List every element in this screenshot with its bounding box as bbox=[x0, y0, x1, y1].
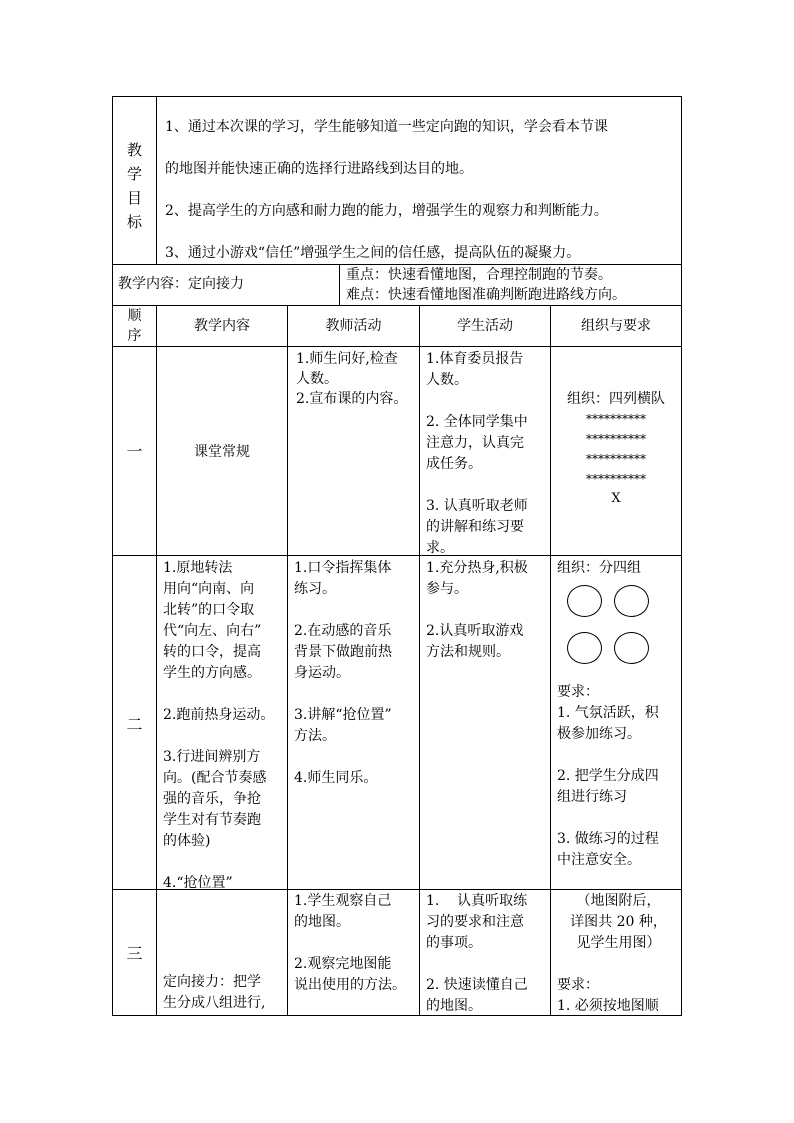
header-order-line: 顺 bbox=[127, 308, 142, 324]
row-content bbox=[163, 972, 286, 1014]
row-content: 课堂常规 bbox=[194, 444, 250, 460]
org-line: 要求： bbox=[557, 684, 599, 700]
org-line: 见学生用图） bbox=[576, 935, 661, 951]
activity-line: 的事项。 bbox=[426, 935, 482, 951]
activity-line: 2.在动感的音乐 bbox=[294, 623, 392, 639]
activity-line: 2.认真听取游戏 bbox=[426, 623, 524, 639]
row-student-activity bbox=[426, 558, 549, 663]
activity-line: 1.体育委员报告 bbox=[426, 351, 524, 367]
objectives-label-char: 学 bbox=[126, 165, 142, 183]
activity-line: 1.学生观察自己 bbox=[294, 893, 392, 909]
objectives-label-char: 目 bbox=[126, 189, 142, 207]
objective-item: 1、通过本次课的学习，学生能够知道一些定向跑的知识，学会看本节课 bbox=[165, 119, 608, 135]
row-org bbox=[557, 891, 680, 1017]
lesson-content: 教学内容：定向接力 bbox=[118, 276, 244, 292]
header-order bbox=[113, 305, 156, 346]
header-order-line: 序 bbox=[127, 328, 142, 344]
content-line: 转的口令，提高 bbox=[163, 644, 261, 660]
org-line: 详图共 20 种， bbox=[570, 914, 667, 930]
activity-line: 的地图。 bbox=[426, 998, 482, 1014]
objective-item: 3、通过小游戏“信任”增强学生之间的信任感，提高队伍的凝聚力。 bbox=[165, 245, 581, 261]
row-order: 二 bbox=[126, 715, 143, 734]
difficulty: 难点：快速看懂地图准确判断跑进路线方向。 bbox=[346, 287, 626, 303]
activity-line: 参与。 bbox=[426, 581, 468, 597]
org-line: 2. 把学生分成四 bbox=[557, 768, 659, 784]
org-line: 1. 必须按地图顺 bbox=[557, 998, 659, 1014]
activity-line: 3.讲解“抢位置” bbox=[294, 707, 392, 723]
content-line: 北转”的口令取 bbox=[163, 602, 255, 618]
objective-item: 2、提高学生的方向感和耐力跑的能力，增强学生的观察力和判断能力。 bbox=[165, 203, 608, 219]
objectives-label-char: 标 bbox=[126, 213, 142, 231]
formation-line: ********** bbox=[586, 472, 646, 486]
activity-line: 4.师生同乐。 bbox=[294, 770, 378, 786]
content-line: 用向“向南、向 bbox=[163, 581, 255, 597]
group-circle bbox=[614, 585, 649, 617]
objective-item: 的地图并能快速正确的选择行进路线到达目的地。 bbox=[165, 161, 473, 177]
content-line: 3.行进间辨别方 bbox=[163, 749, 261, 765]
header-org: 组织与要求 bbox=[581, 318, 651, 334]
activity-line: 身运动。 bbox=[294, 665, 350, 681]
row-org bbox=[557, 682, 680, 871]
activity-line: 人数。 bbox=[426, 372, 468, 388]
content-line: 的体验) bbox=[163, 833, 211, 849]
formation-line: ********** bbox=[586, 452, 646, 466]
formation-line: ********** bbox=[586, 432, 646, 446]
content-line: 定向接力：把学 bbox=[163, 974, 261, 990]
key-point: 重点：快速看懂地图，合理控制跑的节奏。 bbox=[346, 267, 612, 283]
row-teacher-activity bbox=[294, 558, 418, 789]
formation-line: ********** bbox=[586, 412, 646, 426]
header-teacher: 教师活动 bbox=[325, 318, 382, 334]
row-student-activity bbox=[426, 349, 549, 559]
content-line: 生分成八组进行, bbox=[163, 995, 266, 1011]
org-line: （地图附后， bbox=[576, 893, 661, 909]
header-content: 教学内容 bbox=[194, 318, 250, 334]
activity-line: 注意力，认真完 bbox=[426, 435, 524, 451]
teacher-mark: X bbox=[611, 491, 621, 506]
row-order: 三 bbox=[126, 944, 143, 963]
content-line: 4.“抢位置” bbox=[163, 875, 233, 891]
org-line: 要求： bbox=[557, 977, 599, 993]
content-line: 学生的方向感。 bbox=[163, 665, 261, 681]
activity-line: 求。 bbox=[426, 540, 454, 556]
org-line: 组进行练习 bbox=[557, 789, 627, 805]
content-line: 向。(配合节奏感 bbox=[163, 770, 267, 786]
activity-line: 1. 认真听取练 bbox=[426, 893, 528, 909]
org-line: 3. 做练习的过程 bbox=[557, 831, 659, 847]
objectives-label bbox=[113, 138, 156, 234]
activity-line: 3. 认真听取老师 bbox=[426, 498, 528, 514]
org-line: 中注意安全。 bbox=[557, 852, 641, 868]
activity-line: 1.充分热身,积极 bbox=[426, 560, 528, 576]
activity-line: 练习。 bbox=[294, 581, 336, 597]
row-org-title: 组织：分四组 bbox=[557, 560, 641, 576]
objectives-list bbox=[165, 106, 680, 274]
org-line: 极参加练习。 bbox=[557, 726, 641, 742]
content-line: 代“向左、向右” bbox=[163, 623, 262, 639]
activity-line: 的讲解和练习要 bbox=[426, 519, 524, 535]
group-circle bbox=[567, 585, 602, 617]
activity-line: 1.口令指挥集体 bbox=[294, 560, 392, 576]
activity-line: 说出使用的方法。 bbox=[294, 977, 406, 993]
activity-line: 的地图。 bbox=[294, 914, 350, 930]
activity-line: 1.师生问好,检查 bbox=[296, 351, 398, 367]
activity-line: 习的要求和注意 bbox=[426, 914, 524, 930]
content-line: 强的音乐，争抢 bbox=[163, 791, 261, 807]
row-teacher-activity bbox=[296, 349, 418, 409]
activity-line: 2. 全体同学集中 bbox=[426, 414, 528, 430]
group-circle bbox=[614, 632, 649, 664]
activity-line: 方法和规则。 bbox=[426, 644, 510, 660]
org-title: 组织：四列横队 bbox=[567, 391, 665, 407]
row-student-activity bbox=[426, 891, 549, 1017]
activity-line: 人数。 bbox=[296, 371, 338, 387]
group-circle bbox=[567, 632, 602, 664]
activity-line: 2. 快速读懂自己 bbox=[426, 977, 528, 993]
header-student: 学生活动 bbox=[457, 318, 513, 334]
activity-line: 方法。 bbox=[294, 728, 336, 744]
org-line: 1. 气氛活跃，积 bbox=[557, 705, 659, 721]
row-teacher-activity bbox=[294, 891, 418, 996]
objectives-label-char: 教 bbox=[126, 141, 142, 159]
row-order: 一 bbox=[126, 442, 143, 461]
activity-line: 2.观察完地图能 bbox=[294, 956, 392, 972]
content-line: 1.原地转法 bbox=[163, 560, 233, 576]
row-content bbox=[163, 558, 286, 894]
activity-line: 背景下做跑前热 bbox=[294, 644, 392, 660]
activity-line: 成任务。 bbox=[426, 456, 482, 472]
activity-line: 2.宣布课的内容。 bbox=[296, 391, 408, 407]
row-org bbox=[551, 389, 681, 509]
content-line: 2.跑前热身运动。 bbox=[163, 707, 275, 723]
content-line: 学生对有节奏跑 bbox=[163, 812, 261, 828]
